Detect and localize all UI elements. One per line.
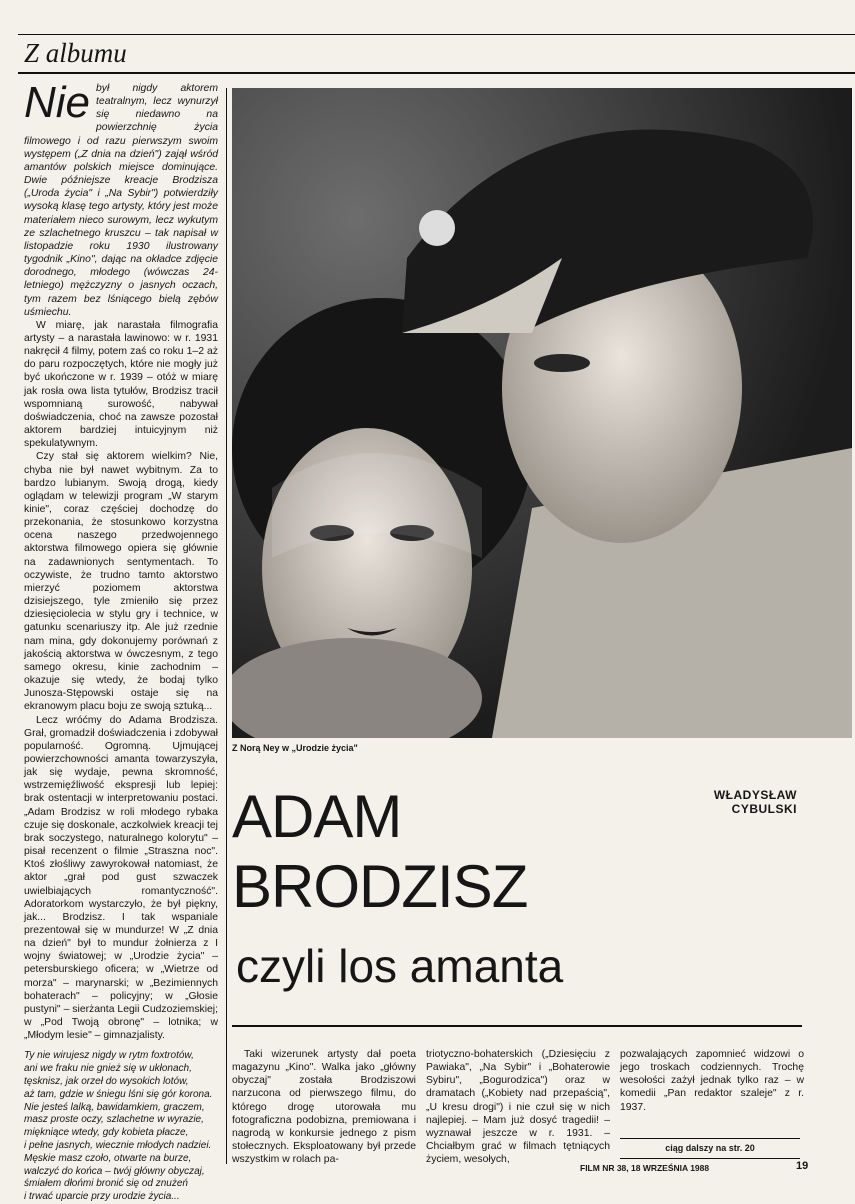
lead-text: był nigdy aktorem teatralnym, lecz wynurzył się niedawno na powierzchnię życia filmowego i od razu pierwszym swoim występem („Z dnia na dzień") zajął wśród amantów polskich miejsce dominujące. Dwie późniejsze kreacje Brodzisza („Uroda życia" i „Na Sybir") potwierdziły wysoką klasę tego artysty, który jest może materiałem nieco surowym, lecz wykutym ze szlachetnego kruszcu – tak napisał w listopadzie roku 1930 ilustrowany tygodnik „Kino", dając na okładce zdjęcie dorodnego, młodego (wówczas 24-letniego) mężczyzny o jasnych oczach, tym razem bez lśniącego bielą zębów uśmiechu. xyxy=(24,83,218,318)
poem-line: ani we fraku nie gnież się w ukłonach, xyxy=(24,1063,192,1075)
paragraph: W miarę, jak narastała filmografia artysty – a narastała lawinowo: w r. 1931 nakręcił 4 filmy, potem zaś co roku 1–2 aż do paru rozpoczętych, które nie mogły już być ukończone w r. 1939 – otóż w miarę jak rosła owa lista tytułów, Brodzisz tracił wspomnianą surowość, nabywał doświadczenia, choć na zawsze pozostał aktorem bardziej intuicyjnym niż spekulatywnym. xyxy=(24,319,218,450)
poem-line: Męskie masz czoło, otwarte na burze, xyxy=(24,1152,192,1164)
headline-line: ADAM xyxy=(232,783,402,850)
poem-line: miękniące wtedy, gdy kobieta płacze, xyxy=(24,1127,189,1139)
byline xyxy=(714,788,797,816)
poem-line: śmiałem dłońmi bronić się od znużeń xyxy=(24,1178,188,1190)
article-rule xyxy=(232,1025,802,1027)
film-still-photo xyxy=(232,88,852,738)
subheadline: czyli los amanta xyxy=(236,940,564,992)
paragraph: Czy stał się aktorem wielkim? Nie, chyba nie był nawet wybitnym. Za to bardzo lubianym. Swoją drogą, kiedy oglądam w telewizji program „W starym kinie", coraz częściej dochodzę do przekonania, że stosunkowo korzystna ocena naszego przedwojennego aktorstwa filmowego opiera się głównie na zadawnionych sentymentach. To oczywiste, że trudno tamto aktorstwo mierzyć poziomem aktorstwa dzisiejszego, tyle zmieniło się przez dziesięciolecia w stylu gry i technice, w gatunku scenariuszy itp. Ale już rzednie nam mina, gdy dokonujemy porównań z jakością aktorstwa w ówczesnym, z tego samego okresu, kinie zachodnim – okazuje się wtedy, że bodaj tylko Junosza-Stępowski ostaje się na ekranowym placu boju ze swoją sztuką... xyxy=(24,451,218,713)
page-number: 19 xyxy=(796,1160,809,1172)
body-column-3 xyxy=(620,1048,804,1114)
dropcap: Nie xyxy=(24,78,91,127)
author-first-name: WŁADYSŁAW xyxy=(713,788,797,802)
poem xyxy=(24,1050,218,1204)
footer-issue: FILM NR 38, 18 WRZEŚNIA 1988 xyxy=(580,1163,710,1173)
section-title: Z albumu xyxy=(24,38,127,68)
poem-line: masz proste oczy, szlachetne w wyrazie, xyxy=(24,1114,204,1126)
paragraph: Taki wizerunek artysty dał poeta magazynu „Kino". Walka jako „główny obyczaj" została Brodziszowi narzucona od pierwszego filmu, do którego drogę utorowała mu fotograficzna podobizna, premiowana i nagrodą w konkursie jednego z pism stołecznych. Eksploatowany był przede wszystkim w rolach pa- xyxy=(232,1049,416,1166)
top-border xyxy=(18,34,855,35)
paragraph: Lecz wróćmy do Adama Brodzisza. Grał, gromadził doświadczenia i zdobywał popularność. Ogromną. Ujmującej powierzchowności amanta towarzyszyła, jak się wydaje, pewna skromność, wstrzemięźliwość ekspresji lub lepiej: brak ostentacji w interpretowaniu postaci. „Adam Brodzisz w roli młodego rybaka czuje się doskonale, aczkolwiek kreacji tej brak soczystego, naturalnego kolorytu" – pisał recenzent o filmie „Straszna noc". Ktoś złośliwy zawyrokował natomiast, że aktor „grał pod gust szwaczek uwielbiających romantyczność". Adoratorkom wystarczyło, że był piękny, jak... Brodzisz. I tak wspaniale prezentował się w mundurze! W „Z dnia na dzień" był to mundur żołnierza z I wojny światowej; w „Urodzie życia" – petersburskiego oficera; w „Wietrze od morza" – marynarski; w „Bezimiennych bohaterach" – policyjny; w „Głosie pustyni" – sierżanta Legii Cudzoziemskiej; w „Pod Twoją obronę" – lotnika; w „Młodym lesie" – gimnazjalisty. xyxy=(24,714,218,1042)
continued-note: ciąg dalszy na str. 20 xyxy=(620,1138,800,1159)
poem-line: tęsknisz, jak orzeł do wysokich lotów, xyxy=(24,1076,189,1087)
paragraph: triotyczno-bohaterskich („Dziesięciu z Pawiaka", „Na Sybir" i „Bohaterowie Sybiru", „Bogurodzica") oraz w dramatach („Kobiety nad przepaścią", „U kresu drogi") i nie czuł się w nich najlepiej. – Mam już dosyć tragedii! – wyznawał jeszcze w r. 1931. – Chciałbym grać w filmach tętniących życiem, wesołych, xyxy=(426,1049,610,1166)
author-last-name: CYBULSKI xyxy=(731,802,797,816)
headline xyxy=(232,782,527,922)
section-rule xyxy=(18,72,855,74)
lead-paragraph xyxy=(24,78,218,319)
photo-illustration xyxy=(232,88,852,738)
headline-line: BRODZISZ xyxy=(232,853,528,920)
poem-line: aż tam, gdzie w śniegu lśni się gór korona. xyxy=(24,1088,213,1100)
poem-line: walczyć do końca – twój główny obyczaj, xyxy=(24,1165,205,1177)
poem-line: i pełne jasnych, wiecznie młodych nadziei. xyxy=(24,1139,212,1151)
poem-line: i trwać uparcie przy urodzie życia... xyxy=(24,1191,180,1203)
paragraph: pozwalających zapomnieć widzowi o jego troskach codziennych. Trochę wesołości zażył jednak tylko raz – w komedii „Pan redaktor szaleje" z r. 1937. xyxy=(620,1049,804,1113)
column-divider xyxy=(226,88,227,1164)
photo-caption: Z Norą Ney w „Urodzie życia" xyxy=(232,743,358,753)
left-column xyxy=(24,78,218,1204)
body-column-1 xyxy=(232,1048,416,1166)
poem-line: Nie jesteś lalką, bawidamkiem, graczem, xyxy=(24,1101,205,1113)
body-column-2 xyxy=(426,1048,610,1166)
poem-line: Ty nie wirujesz nigdy w rytm foxtrotów, xyxy=(24,1050,194,1062)
